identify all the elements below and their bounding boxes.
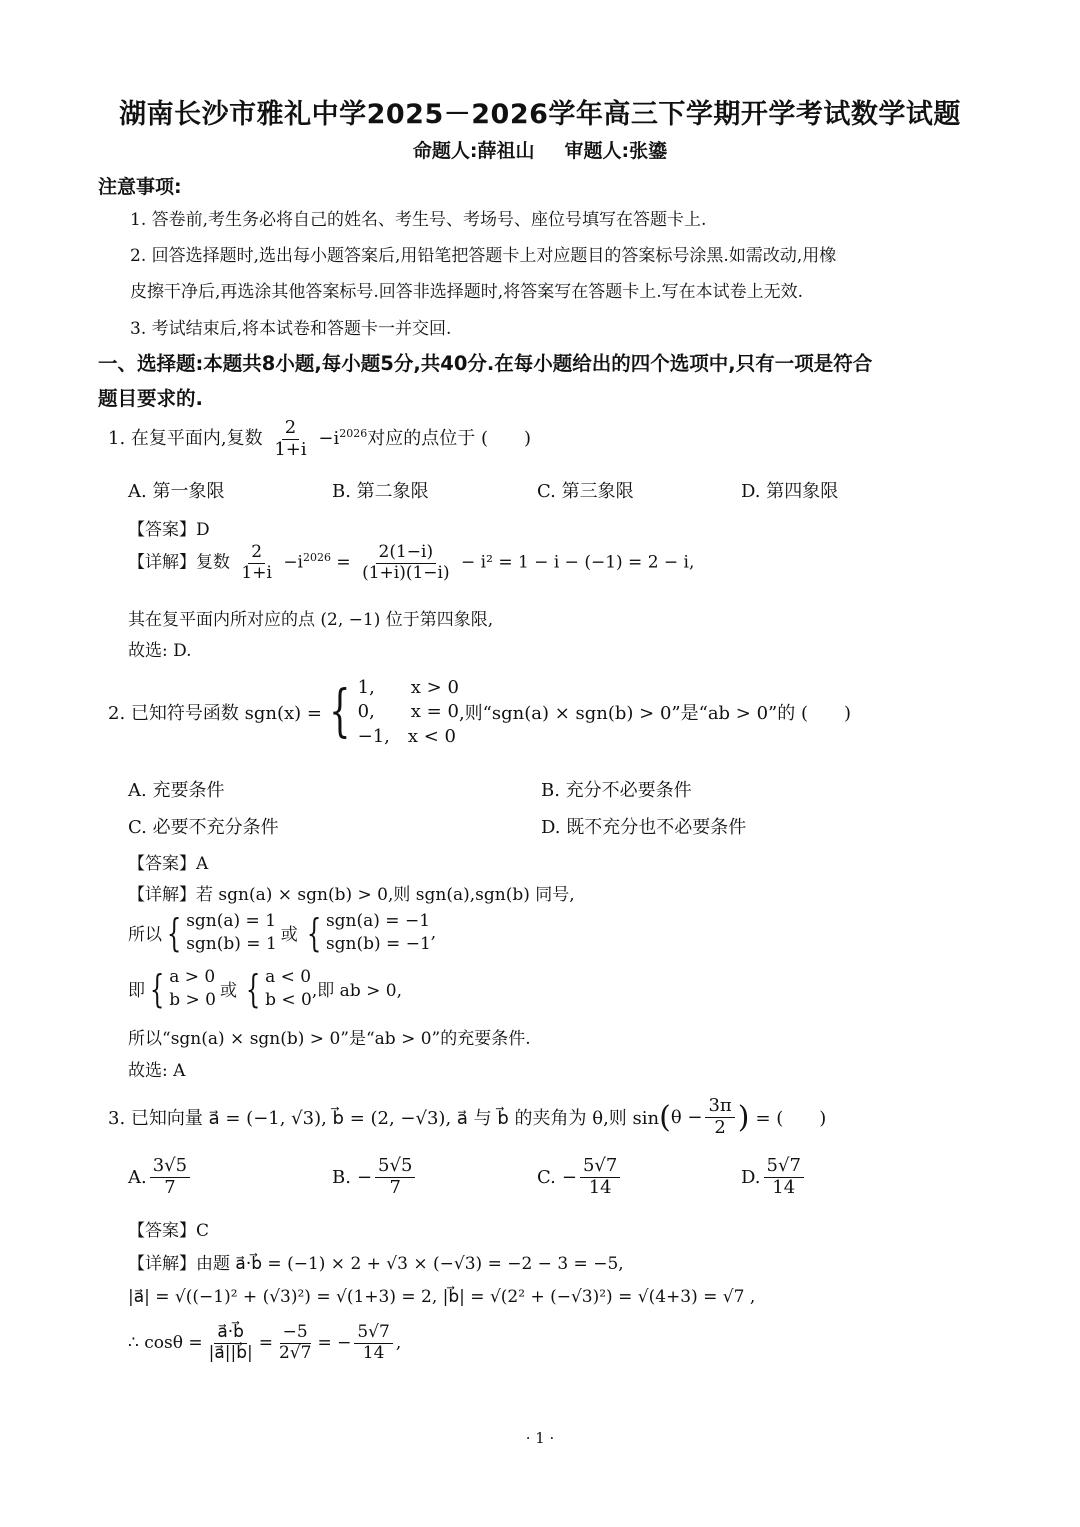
q2-d3-or: 或 — [219, 981, 237, 1002]
q1-detail-mid: − i² — [461, 552, 499, 573]
q3-d3-f2-num: −5 — [280, 1323, 311, 1344]
q3-opt-d-label: D. — [741, 1166, 761, 1188]
q2-option-c: C. 必要不充分条件 — [128, 817, 279, 838]
q2-d3-brace2: { — [245, 966, 261, 1011]
q3-d3-pre: ∴ cosθ = — [128, 1333, 203, 1354]
q2-d3-pre: 即 — [128, 981, 145, 1002]
q3-opt-c-den: 14 — [588, 1176, 612, 1198]
q3-d3-f3-den: 14 — [362, 1342, 385, 1363]
q3-opt-c-num: 5√7 — [580, 1156, 620, 1178]
q2-d2-brace1: { — [166, 910, 182, 955]
q1-option-a: A. 第一象限 — [128, 481, 225, 502]
q3-suffix: = ( ) — [755, 1108, 827, 1130]
q3-option-b — [332, 1156, 418, 1198]
reviewer: 审题人:张鎏 — [564, 140, 668, 162]
q3-d3-frac3 — [354, 1323, 392, 1363]
q2-d3-c2-1: a < 0 — [265, 967, 312, 987]
q3-opt-c-label: C. — [537, 1166, 556, 1188]
page-title: 湖南长沙市雅礼中学2025－2026学年高三下学期开学考试数学试题 — [119, 99, 961, 130]
q3-opt-b-label: B. — [332, 1166, 351, 1188]
q2-case-1: 1, x > 0 — [357, 677, 459, 698]
q3-d3-frac2 — [276, 1323, 314, 1363]
q2-d3-c1-2: b > 0 — [169, 989, 216, 1010]
q2-case-2: 0, x = 0 — [357, 701, 459, 723]
q3-d3-eq: = — [258, 1333, 273, 1354]
q1-detail-tag: 【详解】复数 — [128, 552, 230, 573]
q2-option-b: B. 充分不必要条件 — [541, 780, 692, 801]
authors-line — [0, 136, 1080, 163]
q2-d3-post: ,即 ab > 0, — [311, 981, 402, 1002]
q3-rparen: ) — [737, 1099, 750, 1135]
q2-detail-line4: 所以“sgn(a) × sgn(b) > 0”是“ab > 0”的充要条件. — [128, 1029, 531, 1049]
section-heading-line2: 题目要求的. — [98, 387, 203, 410]
q3-d3-eq2: = − — [317, 1333, 352, 1354]
q1-detail-frac1-num: 2 — [248, 543, 265, 564]
q3-d3-f1-den: |a⃗||b⃗| — [208, 1342, 253, 1363]
q1-num: 2 — [282, 418, 299, 440]
note-item-2-cont: 皮擦干净后,再选涂其他答案标号.回答非选择题时,将答案写在答题卡上.写在本试卷上无效. — [130, 282, 804, 302]
q1-fraction — [271, 418, 309, 460]
q3-detail-line1: 【详解】由题 a⃗·b⃗ = (−1) × 2 + √3 × (−√3) = −2 − 3 = −5, — [128, 1254, 624, 1274]
q1-detail-rest: = 1 − i − (−1) = 2 − i, — [498, 552, 695, 573]
q2-d3-c1-1: a > 0 — [169, 967, 216, 987]
q2-suffix: ,则“sgn(a) × sgn(b) > 0”是“ab > 0”的 ( ) — [458, 703, 852, 725]
q1-detail-line1: 【详解】复数 $\frac{2}{1+i}$ $-i^{2026}$ = $\frac{2(1-i)}{(1+i)(1-i)}$ − i² = 1 − i − (−1) = 2 − i, — [128, 542, 695, 583]
q1-option-c: C. 第三象限 — [537, 481, 634, 502]
q2-d2-post: , — [430, 922, 437, 943]
q2-answer: 【答案】A — [128, 854, 209, 874]
q2-detail-line3 — [128, 966, 402, 1012]
q3-d3-frac1 — [206, 1323, 256, 1363]
q3-opt-b-den: 7 — [389, 1176, 401, 1198]
q2-d2-cases2 — [326, 910, 431, 956]
section-heading-line1: 一、选择题:本题共8小题,每小题5分,共40分.在每小题给出的四个选项中,只有一项是符合 — [98, 352, 873, 375]
q3-d3-f1-num: a⃗·b⃗ — [214, 1323, 247, 1344]
q2-d2-c2-1: sgn(a) = −1 — [325, 911, 431, 931]
question-3 — [108, 1096, 826, 1138]
proposer: 命题人:薛祖山 — [412, 140, 535, 162]
q3-opt-c-sign: − — [561, 1166, 577, 1188]
q1-exponent: 2026 — [339, 427, 368, 441]
q3-paren-inner: θ − — [670, 1106, 703, 1128]
q1-detail-frac1 — [238, 543, 275, 583]
q3-fraction — [705, 1096, 734, 1138]
q3-opt-a-label: A. — [128, 1166, 147, 1188]
q1-prefix: 1. 在复平面内,复数 — [108, 428, 263, 450]
q2-d2-or: 或 — [280, 925, 298, 946]
q3-opt-b-frac — [375, 1156, 415, 1198]
q2-option-d: D. 既不充分也不必要条件 — [541, 817, 747, 838]
q2-d2-c1-2: sgn(b) = 1 — [186, 933, 277, 954]
q3-opt-a-num: 3√5 — [150, 1156, 190, 1178]
q3-option-a — [128, 1156, 193, 1198]
q1-option-d: D. 第四象限 — [741, 481, 839, 502]
question-1 — [108, 418, 531, 460]
q2-cases — [358, 676, 459, 749]
q2-d2-brace2: { — [306, 910, 322, 955]
q1-detail-minus-i: −i — [283, 552, 303, 573]
q3-opt-d-frac — [764, 1156, 804, 1198]
q3-d3-f2-den: 2√7 — [278, 1342, 312, 1363]
notes-heading: 注意事项: — [98, 176, 182, 198]
q2-detail-line5: 故选: A — [128, 1061, 186, 1081]
q1-suffix: 对应的点位于 ( ) — [367, 428, 532, 450]
q3-opt-d-den: 14 — [772, 1176, 796, 1198]
q1-answer: 【答案】D — [128, 520, 210, 540]
q2-brace: { — [329, 679, 351, 745]
q1-detail-frac2-num: 2(1−i) — [376, 543, 437, 564]
q3-opt-d-num: 5√7 — [764, 1156, 804, 1178]
q2-d3-cases1 — [169, 966, 216, 1012]
q3-prefix: 3. 已知向量 a⃗ = (−1, √3), b⃗ = (2, −√3), a⃗ 与 b⃗ 的夹角为 θ,则 sin — [108, 1108, 660, 1130]
page-number: · 1 · — [525, 1429, 555, 1447]
q1-option-b: B. 第二象限 — [332, 481, 429, 502]
q1-minus-i: −i — [318, 428, 340, 450]
question-2 — [108, 676, 851, 749]
q1-detail-line3: 故选: D. — [128, 641, 192, 661]
q2-d3-cases2 — [265, 966, 312, 1012]
q2-d2-cases1 — [186, 910, 277, 956]
q1-detail-line2: 其在复平面内所对应的点 (2, −1) 位于第四象限, — [128, 610, 494, 630]
q2-d2-c1-1: sgn(a) = 1 — [186, 911, 277, 931]
q1-detail-frac1-den: 1+i — [241, 562, 272, 583]
q2-detail-line2 — [128, 910, 436, 956]
q2-d2-pre: 所以 — [128, 925, 162, 946]
q2-d2-c2-2: sgn(b) = −1 — [325, 933, 431, 954]
q1-detail-exp: 2026 — [303, 550, 331, 564]
note-item-3: 3. 考试结束后,将本试卷和答题卡一并交回. — [130, 319, 452, 339]
q3-opt-b-sign: − — [356, 1166, 373, 1188]
note-item-2: 2. 回答选择题时,选出每小题答案后,用铅笔把答题卡上对应题目的答案标号涂黑.如需改动,用橡 — [130, 246, 837, 266]
q2-d3-c2-2: b < 0 — [265, 989, 312, 1010]
q2-detail-line1: 【详解】若 sgn(a) × sgn(b) > 0,则 sgn(a),sgn(b) 同号, — [128, 885, 575, 905]
q2-d3-brace1: { — [149, 966, 165, 1011]
q2-option-a: A. 充要条件 — [128, 780, 225, 801]
q3-d3-post: , — [395, 1333, 402, 1354]
q3-answer: 【答案】C — [128, 1221, 210, 1241]
q3-lparen: ( — [659, 1099, 671, 1135]
q1-den: 1+i — [274, 438, 307, 460]
q3-detail-line3 — [128, 1323, 401, 1363]
q1-detail-frac2-den: (1+i)(1−i) — [362, 562, 450, 583]
q3-num: 3π — [705, 1096, 734, 1118]
q3-detail-line2: |a⃗| = √((−1)² + (√3)²) = √(1+3) = 2, |b⃗| = √(2² + (−√3)²) = √(4+3) = √7 , — [128, 1287, 756, 1307]
note-item-1: 1. 答卷前,考生务必将自己的姓名、考生号、考场号、座位号填写在答题卡上. — [130, 210, 707, 230]
q3-d3-f3-num: 5√7 — [354, 1323, 392, 1344]
q3-opt-c-frac — [580, 1156, 620, 1198]
q3-opt-b-num: 5√5 — [375, 1156, 415, 1178]
q3-opt-a-frac — [150, 1156, 190, 1198]
q2-prefix: 2. 已知符号函数 sgn(x) = — [108, 703, 322, 725]
q2-case-3: −1, x < 0 — [357, 725, 457, 747]
q3-option-c — [537, 1156, 623, 1198]
q1-detail-frac2 — [359, 543, 453, 583]
q3-den: 2 — [714, 1116, 726, 1138]
q3-opt-a-den: 7 — [164, 1176, 176, 1198]
q3-option-d — [741, 1156, 807, 1198]
